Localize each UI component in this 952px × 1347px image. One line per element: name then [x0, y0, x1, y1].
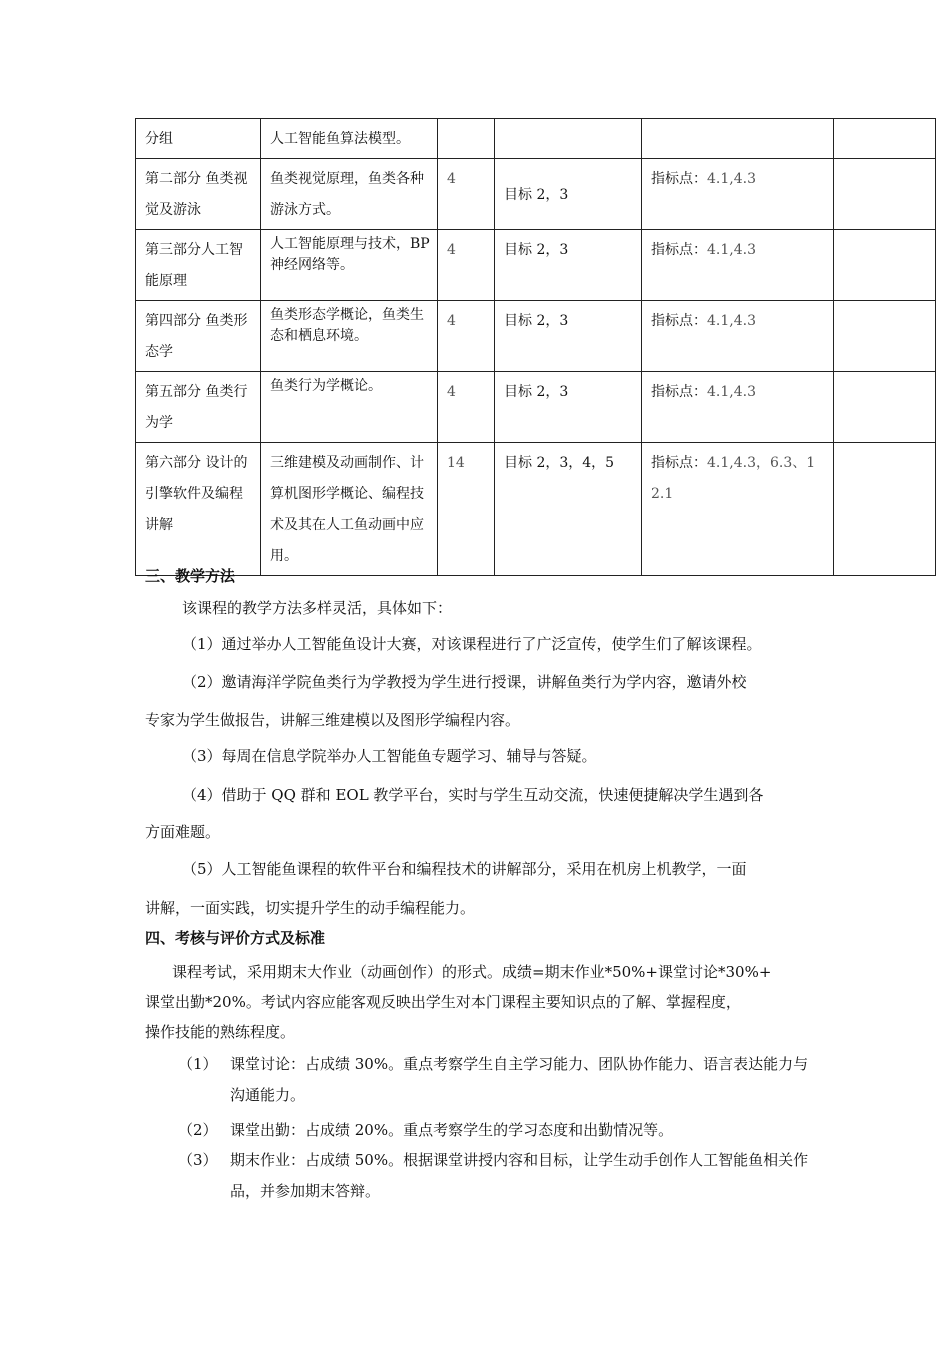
indicator-label: 指标点：: [651, 313, 707, 329]
content-cell: 鱼类形态学概论，鱼类生态和栖息环境。: [261, 301, 438, 372]
indicator-value: 4.1,4.3，6.3、12.1: [651, 455, 816, 502]
note-cell: [834, 230, 936, 301]
content-cell: 鱼类行为学概论。: [261, 372, 438, 443]
hours-cell: 14: [438, 443, 495, 576]
table-row: [136, 301, 936, 372]
indicator-label: 指标点：: [651, 384, 707, 400]
hours-cell: 4: [438, 159, 495, 230]
hours-cell: [438, 119, 495, 159]
hours-cell: 4: [438, 230, 495, 301]
content-cell: 三维建模及动画制作、计算机图形学概论、编程技术及其在人工鱼动画中应用。: [261, 443, 438, 576]
table-row: [136, 372, 936, 443]
indicator-label: 指标点：: [651, 171, 707, 187]
hours-cell: 4: [438, 301, 495, 372]
paragraph: 课程考试，采用期末大作业（动画创作）的形式。成绩=期末作业*50%+课堂讨论*30%+: [172, 963, 772, 981]
section-heading-assessment: 四、考核与评价方式及标准: [145, 929, 326, 947]
note-cell: [834, 443, 936, 576]
note-cell: [834, 372, 936, 443]
paragraph: 课堂出勤*20%。考试内容应能客观反映出学生对本门课程主要知识点的了解、掌握程度，: [145, 993, 741, 1011]
content-cell: 人工智能原理与技术，BP 神经网络等。: [261, 230, 438, 301]
indicator-cell: [642, 119, 834, 159]
goal-cell: 目标 2，3: [495, 301, 642, 372]
paragraph: （5）人工智能鱼课程的软件平台和编程技术的讲解部分，采用在机房上机教学，一面: [182, 860, 747, 878]
paragraph: 方面难题。: [145, 823, 221, 841]
paragraph: （2）邀请海洋学院鱼类行为学教授为学生进行授课，讲解鱼类行为学内容，邀请外校: [182, 673, 747, 691]
note-cell: [834, 119, 936, 159]
goal-cell: 目标 2，3: [495, 230, 642, 301]
paragraph: （3）每周在信息学院举办人工智能鱼专题学习、辅导与答疑。: [182, 747, 597, 765]
indicator-value: 4.1,4.3: [707, 384, 756, 400]
indicator-cell: [642, 372, 834, 443]
list-number: （1）: [178, 1055, 218, 1073]
goal-cell: 目标 2，3: [495, 372, 642, 443]
goal-cell: 目标 2，3，4，5: [495, 443, 642, 576]
indicator-cell: [642, 301, 834, 372]
table-row: [136, 443, 936, 576]
paragraph: 讲解，一面实践，切实提升学生的动手编程能力。: [145, 899, 476, 917]
part-cell: 分组: [136, 119, 261, 159]
part-cell: 第四部分 鱼类形态学: [136, 301, 261, 372]
indicator-label: 指标点：: [651, 455, 707, 471]
table-row: [136, 119, 936, 159]
table-row: [136, 159, 936, 230]
hours-cell: 4: [438, 372, 495, 443]
part-cell: 第三部分人工智能原理: [136, 230, 261, 301]
paragraph: 专家为学生做报告，讲解三维建模以及图形学编程内容。: [145, 711, 521, 729]
indicator-cell: [642, 230, 834, 301]
goal-cell: 目标 2，3: [495, 159, 642, 230]
indicator-value: 4.1,4.3: [707, 313, 756, 329]
paragraph: 操作技能的熟练程度。: [145, 1023, 296, 1041]
indicator-cell: [642, 159, 834, 230]
content-cell: 人工智能鱼算法模型。: [261, 119, 438, 159]
course-content-table: [135, 118, 936, 576]
goal-cell: [495, 119, 642, 159]
part-cell: 第二部分 鱼类视觉及游泳: [136, 159, 261, 230]
list-text: 期末作业：占成绩 50%。根据课堂讲授内容和目标，让学生动手创作人工智能鱼相关作品，并参加期末答辩。: [230, 1151, 809, 1200]
indicator-cell: [642, 443, 834, 576]
table-row: [136, 230, 936, 301]
part-cell: 第六部分 设计的引擎软件及编程讲解: [136, 443, 261, 576]
indicator-label: 指标点：: [651, 242, 707, 258]
list-number: （3）: [178, 1151, 218, 1169]
paragraph: 该课程的教学方法多样灵活，具体如下：: [182, 599, 453, 617]
list-text: 课堂出勤：占成绩 20%。重点考察学生的学习态度和出勤情况等。: [230, 1121, 674, 1139]
paragraph: （4）借助于 QQ 群和 EOL 教学平台，实时与学生互动交流，快速便捷解决学生遇到各: [182, 786, 764, 804]
content-cell: 鱼类视觉原理，鱼类各种游泳方式。: [261, 159, 438, 230]
list-text: 课堂讨论：占成绩 30%。重点考察学生自主学习能力、团队协作能力、语言表达能力与沟通能力。: [230, 1055, 809, 1104]
part-cell: 第五部分 鱼类行为学: [136, 372, 261, 443]
indicator-value: 4.1,4.3: [707, 242, 756, 258]
paragraph: （1）通过举办人工智能鱼设计大赛，对该课程进行了广泛宣传，使学生们了解该课程。: [182, 635, 762, 653]
note-cell: [834, 159, 936, 230]
list-number: （2）: [178, 1121, 218, 1139]
section-heading-teaching-methods: 三、教学方法: [145, 567, 236, 585]
note-cell: [834, 301, 936, 372]
indicator-value: 4.1,4.3: [707, 171, 756, 187]
